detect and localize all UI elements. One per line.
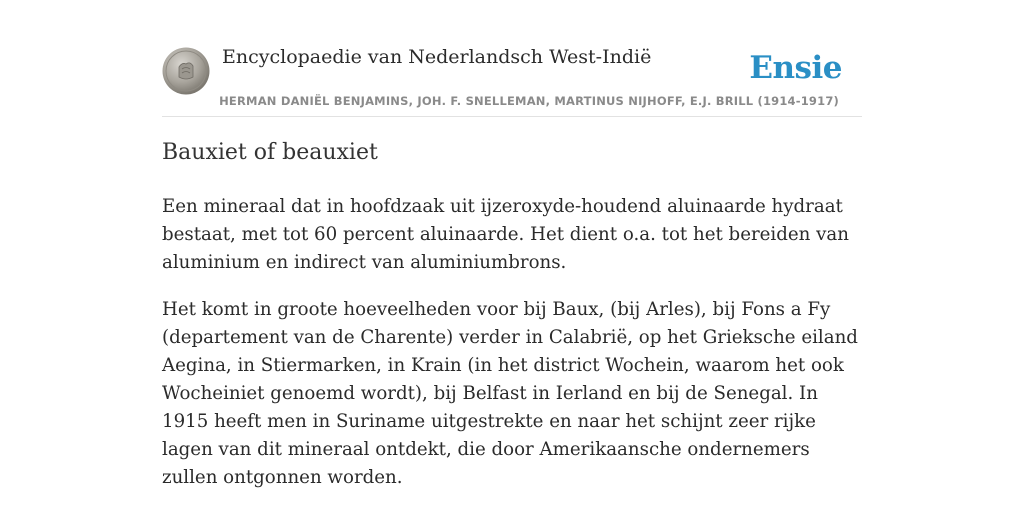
entry-body [162, 193, 862, 511]
authors-byline: HERMAN DANIËL BENJAMINS, JOH. F. SNELLEMAN, MARTINUS NIJHOFF, E.J. BRILL (1914-1917) [219, 94, 839, 108]
header [162, 0, 862, 117]
work-title[interactable]: Encyclopaedie van Nederlandsch West-Indië [222, 46, 652, 68]
ensie-logo-link[interactable]: Ensie [749, 50, 842, 86]
paragraph: Een mineraal dat in hoofdzaak uit ijzeroxyde-houdend aluinaarde hydraat bestaat, met tot 60 percent aluinaarde. Het dient o.a. tot het bereiden van aluminium en indirect van aluminiumbrons. [162, 196, 849, 273]
entry-title: Bauxiet of beauxiet [162, 140, 378, 165]
page [162, 0, 862, 488]
coin-icon[interactable] [162, 47, 210, 95]
paragraph: Het komt in groote hoeveelheden voor bij Baux, (bij Arles), bij Fons a Fy (departement van de Charente) verder in Calabrië, op het Grieksche eiland Aegina, in Stiermarken, in Krain (in het district Wochein, waarom het ook Wocheiniet genoemd wordt), bij Belfast in Ierland en bij de Senegal. In 1915 heeft men in Suriname uitgestrekte en naar het schijnt zeer rijke lagen van dit mineraal ontdekt, die door Amerikaansche ondernemers zullen ontgonnen worden. [162, 299, 858, 488]
